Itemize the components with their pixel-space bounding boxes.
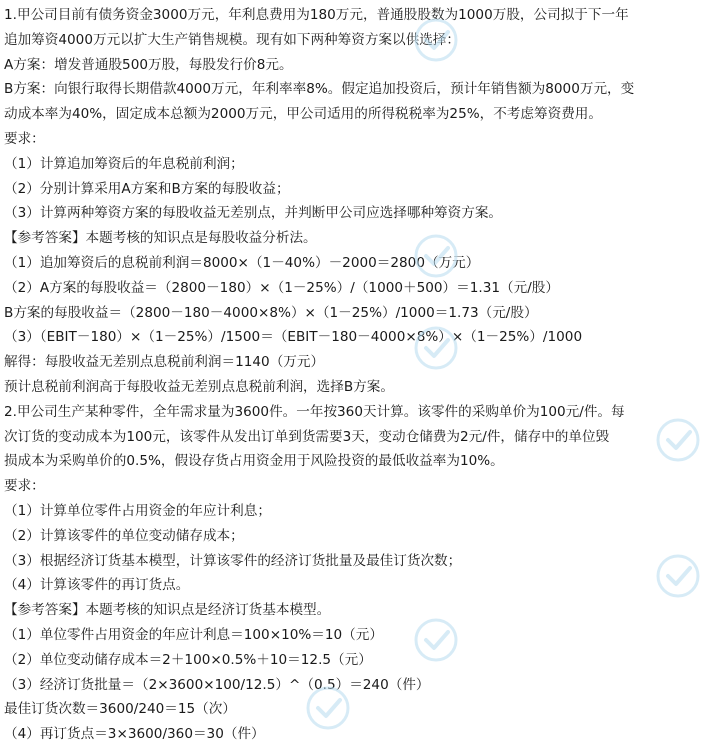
- q1-intro-line-2: 追加筹资4000万元以扩大生产销售规模。现有如下两种筹资方案以供选择：: [4, 31, 460, 48]
- q1-requirements-title: 要求：: [4, 130, 45, 147]
- q2-answer-1: （1）单位零件占用资金的年应计利息＝100×10%＝10（元）: [4, 626, 383, 643]
- q2-requirement-3: （3）根据经济订货基本模型，计算该零件的经济订货批量及最佳订货次数；: [4, 552, 462, 569]
- q2-requirements-title: 要求：: [4, 478, 45, 495]
- q2-answer-4: 最佳订货次数＝3600/240＝15（次）: [4, 701, 236, 718]
- q2-requirement-4: （4）计算该零件的再订货点。: [4, 577, 190, 594]
- q1-answer-4: （3）（EBIT－180）×（1－25%）/1500＝（EBIT－180－4000×8%）×（1－25%）/1000: [4, 329, 583, 346]
- q2-intro-line-3: 损成本为采购单价的0.5%，假设存货占用资金用于风险投资的最低收益率为10%。: [4, 453, 504, 470]
- q1-intro-line-1: 1.甲公司目前有债务资金3000万元，年利息费用为180万元，普通股股数为1000万股，公司拟于下一年: [4, 7, 629, 23]
- question-1: [4, 3, 720, 400]
- q1-answer-1: （1）追加筹资后的息税前利润＝8000×（1－40%）－2000＝2800（万元）: [4, 254, 480, 271]
- q1-answer-5: 解得：每股收益无差别点息税前利润＝1140（万元）: [4, 354, 325, 371]
- q2-answer-3: （3）经济订货批量＝（2×3600×100/12.5）^（0.5）＝240（件）: [4, 676, 430, 693]
- q1-answer-2: （2）A方案的每股收益＝（2800－180）×（1－25%）/（1000＋500）＝1.31（元/股）: [4, 279, 559, 296]
- q2-requirement-2: （2）计算该零件的单位变动储存成本；: [4, 527, 244, 544]
- q2-answer-5: （4）再订货点＝3×3600/360＝30（件）: [4, 726, 265, 743]
- q1-answer-3: B方案的每股收益＝（2800－180－4000×8%）×（1－25%）/1000＝1.73（元/股）: [4, 304, 538, 321]
- q1-plan-a: A方案：增发普通股500万股，每股发行价8元。: [4, 56, 293, 73]
- q2-answer-title: 【参考答案】本题考核的知识点是经济订货基本模型。: [4, 602, 331, 619]
- question-2: [4, 400, 720, 747]
- q2-intro-line-2: 次订货的变动成本为100元，该零件从发出订单到货需要3天，变动仓储费为2元/件，储存中的单位毁: [4, 428, 610, 445]
- q1-requirement-3: （3）计算两种筹资方案的每股收益无差别点，并判断甲公司应选择哪种筹资方案。: [4, 205, 503, 222]
- q1-plan-b-line-1: B方案：向银行取得长期借款4000万元，年利率率8%。假定追加投资后，预计年销售额为8000万元，变: [4, 81, 635, 98]
- q1-requirement-2: （2）分别计算采用A方案和B方案的每股收益；: [4, 180, 290, 197]
- q1-answer-title: 【参考答案】本题考核的知识点是每股收益分析法。: [4, 230, 317, 247]
- q1-requirement-1: （1）计算追加筹资后的年息税前利润；: [4, 155, 244, 172]
- q1-plan-b-line-2: 动成本率为40%，固定成本总额为2000万元，甲公司适用的所得税税率为25%，不考虑筹资费用。: [4, 106, 602, 123]
- q2-intro-line-1: 2.甲公司生产某种零件，全年需求量为3600件。一年按360天计算。该零件的采购单价为100元/件。每: [4, 403, 625, 420]
- q2-answer-2: （2）单位变动储存成本＝2＋100×0.5%＋10＝12.5（元）: [4, 651, 372, 668]
- q1-answer-6: 预计息税前利润高于每股收益无差别点息税前利润，选择B方案。: [4, 378, 394, 395]
- q2-requirement-1: （1）计算单位零件占用资金的年应计利息；: [4, 502, 271, 519]
